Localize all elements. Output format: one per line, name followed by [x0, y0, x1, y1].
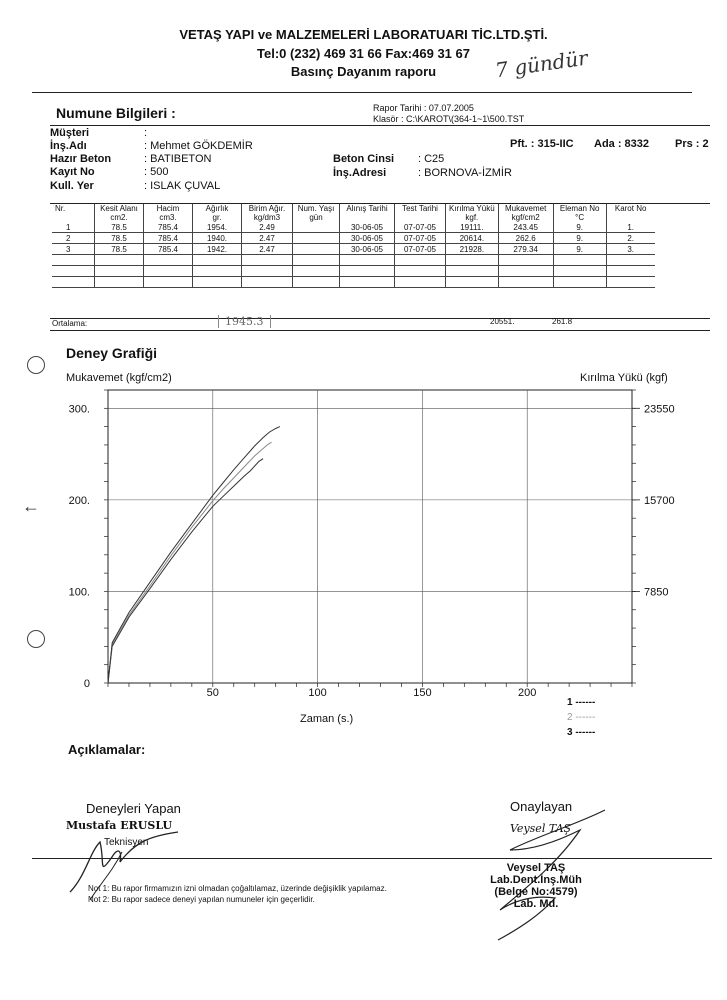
cell-volume: 785.4	[144, 222, 193, 233]
col-header-unit-weight: Birim Ağır. kg/dm3	[242, 204, 293, 222]
cell-strength: 262.6	[498, 233, 553, 244]
col-header-nr: Nr.	[55, 204, 66, 213]
y-tick-label: 100.	[68, 586, 90, 599]
cell-nr: 3	[52, 244, 95, 255]
footer-rule	[32, 858, 712, 859]
address-value: : BORNOVA-İZMİR	[418, 167, 512, 179]
cell-weight: 1942.	[193, 244, 242, 255]
company-name: VETAŞ YAPI ve MALZEMELERİ LABORATUARI TİC.LTD.ŞTİ.	[179, 27, 548, 42]
cell-unit-weight: 2.49	[242, 222, 293, 233]
cell-element-no: 9.	[553, 222, 606, 233]
report-title: Basınç Dayanım raporu	[290, 64, 437, 79]
average-load: 20551.	[490, 317, 515, 326]
cell-strength: 243.45	[498, 222, 553, 233]
notes-heading: Açıklamalar:	[68, 742, 146, 757]
cell-element-no: 9.	[553, 233, 606, 244]
legend-item-1: 1 ------	[567, 697, 596, 708]
cell-weight: 1954.	[193, 222, 242, 233]
col-header-load: Kırılma Yükü kgf.	[446, 204, 499, 222]
cell-load: 21928.	[446, 244, 499, 255]
col-header-volume: Hacim cm3.	[144, 204, 193, 222]
cell-sampling-date: 30-06-05	[340, 233, 395, 244]
handwritten-note: 7 gündür	[493, 45, 590, 83]
col-header-sampling-date: Alınış Tarihi	[340, 204, 395, 222]
stamp-line-2: (Belge No:4579)	[494, 886, 578, 898]
left-arrow-icon: ←	[22, 496, 40, 516]
average-strength: 261.8	[552, 317, 573, 326]
cell-test-date: 07-07-05	[395, 222, 446, 233]
cell-area: 78.5	[95, 233, 144, 244]
right-tick-label: 23550	[644, 403, 675, 416]
cell-strength: 279.34	[498, 244, 553, 255]
cell-core-no: 2.	[606, 233, 655, 244]
report-date: Rapor Tarihi : 07.07.2005	[373, 103, 474, 113]
prs-value: Prs : 2	[675, 138, 709, 150]
legend-item-3: 3 ------	[567, 727, 596, 738]
cell-volume: 785.4	[144, 244, 193, 255]
col-header-element-no: Eleman No °C	[553, 204, 606, 222]
lab-stamp	[488, 862, 584, 910]
col-header-core-no: Karot No	[606, 204, 655, 222]
concrete-type-label: Beton Cinsi	[333, 153, 395, 165]
cell-load: 20614.	[446, 233, 499, 244]
tested-by-name: Mustafa ERUSLU	[66, 819, 173, 832]
x-tick-label: 50	[206, 687, 219, 699]
cell-load: 19111.	[446, 222, 499, 233]
tested-by-label: Deneyleri Yapan	[86, 801, 181, 816]
right-tick-label: 7850	[644, 586, 669, 599]
cell-nr: 1	[52, 222, 95, 233]
average-label: Ortalama:	[52, 319, 88, 328]
cell-core-no: 3.	[606, 244, 655, 255]
cell-unit-weight: 2.47	[242, 244, 293, 255]
col-header-test-date: Test Tarihi	[395, 204, 446, 222]
sample-info-heading: Numune Bilgileri :	[56, 105, 176, 121]
cell-unit-weight: 2.47	[242, 233, 293, 244]
field-label-construction: İnş.Adı	[50, 140, 87, 152]
field-value-ready-mix: : BATIBETON	[144, 153, 212, 165]
cell-nr: 2	[52, 233, 95, 244]
concrete-type-value: : C25	[418, 153, 445, 165]
tested-by-title: Teknisyen	[104, 837, 149, 848]
field-value-customer: :	[144, 127, 148, 139]
col-header-weight: Ağırlık gr.	[193, 204, 242, 222]
company-phone: Tel:0 (232) 469 31 66 Fax:469 31 67	[257, 46, 470, 61]
approved-label: Onaylayan	[510, 799, 573, 814]
approved-name: Veysel TAŞ	[510, 822, 572, 835]
stamp-line-1: Lab.Dent.İnş.Müh	[490, 874, 582, 886]
col-header-strength: Mukavemet kgf/cm2	[498, 204, 553, 222]
y-tick-label: 200.	[68, 494, 90, 507]
folder-path: Klasör : C:\KAROT\(364-1~1\500.TST	[373, 114, 525, 124]
y-tick-label: 300.	[68, 403, 90, 416]
field-label-usage: Kull. Yer	[50, 180, 94, 192]
x-tick-label: 150	[413, 687, 432, 699]
note-1: Not 1: Bu rapor firmamızın izni olmadan çoğaltılamaz, üzerinde değişiklik yapılamaz.	[88, 884, 387, 893]
cell-sampling-date: 30-06-05	[340, 244, 395, 255]
note-2: Not 2: Bu rapor sadece deneyi yapılan numuneler için geçerlidir.	[88, 895, 315, 904]
field-value-record-no: : 500	[144, 166, 169, 178]
average-weight-handwritten: 1945.3	[218, 315, 271, 328]
cell-element-no: 9.	[553, 244, 606, 255]
field-value-construction: : Mehmet GÖKDEMİR	[144, 140, 253, 152]
x-tick-label: 200	[518, 687, 537, 699]
stamp-name: Veysel TAŞ	[506, 862, 566, 874]
field-label-record-no: Kayıt No	[50, 166, 95, 178]
cell-weight: 1940.	[193, 233, 242, 244]
series-line-3	[108, 427, 280, 683]
pft-value: Pft. : 315-IIC	[510, 138, 574, 150]
col-header-area: Kesit Alanı cm2.	[95, 204, 144, 222]
right-tick-label: 15700	[644, 494, 675, 507]
series-line-2	[108, 442, 272, 683]
cell-core-no: 1.	[606, 222, 655, 233]
graph-heading: Deney Grafiği	[66, 345, 158, 361]
field-value-usage: : ISLAK ÇUVAL	[144, 180, 221, 192]
left-axis-label: Mukavemet (kgf/cm2)	[66, 372, 172, 384]
cell-test-date: 07-07-05	[395, 244, 446, 255]
field-label-ready-mix: Hazır Beton	[50, 153, 112, 165]
field-label-customer: Müşteri	[50, 127, 90, 139]
ada-value: Ada : 8332	[594, 138, 650, 150]
plot-frame	[108, 390, 632, 683]
cell-test-date: 07-07-05	[395, 233, 446, 244]
cell-area: 78.5	[95, 244, 144, 255]
stamp-line-3: Lab. Md.	[513, 898, 559, 910]
cell-sampling-date: 30-06-05	[340, 222, 395, 233]
x-axis-label: Zaman (s.)	[300, 713, 354, 725]
col-header-age: Num. Yaşı gün	[293, 204, 340, 222]
cell-volume: 785.4	[144, 233, 193, 244]
x-tick-label: 100	[308, 687, 327, 699]
y-zero-label: 0	[83, 678, 90, 690]
address-label: İnş.Adresi	[333, 167, 387, 179]
right-axis-label: Kırılma Yükü (kgf)	[580, 372, 668, 384]
legend-item-2: 2 ------	[567, 712, 596, 723]
series-line-1	[108, 459, 263, 683]
cell-area: 78.5	[95, 222, 144, 233]
